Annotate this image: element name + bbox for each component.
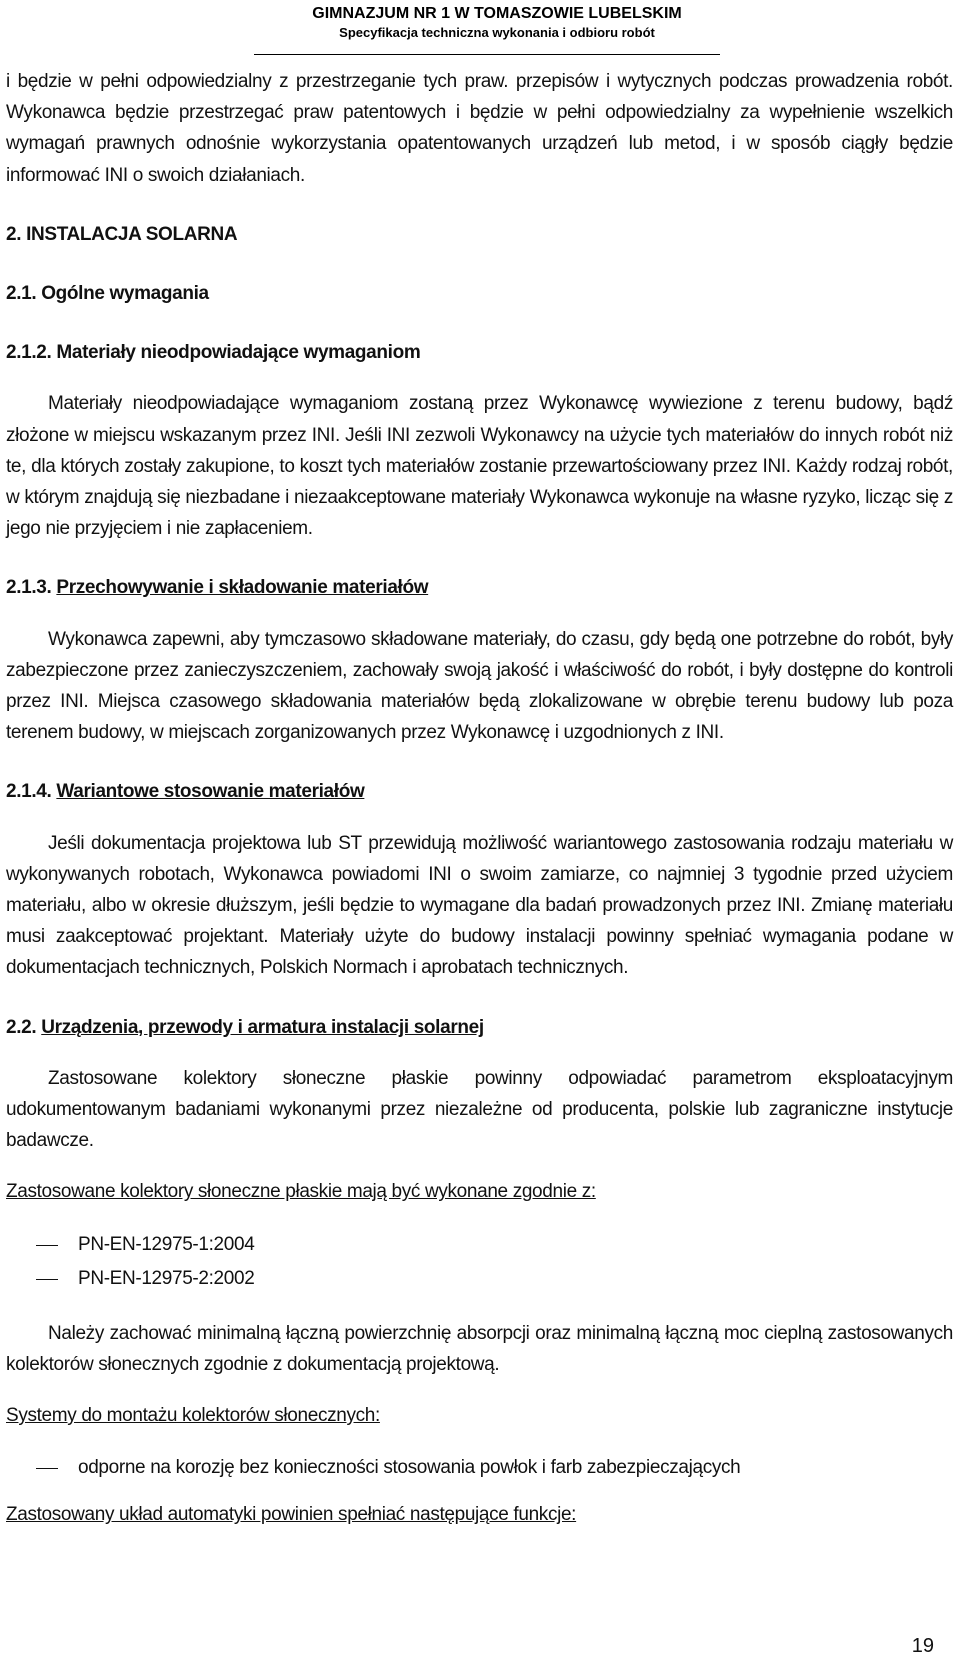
section-title: Wariantowe stosowanie materiałów xyxy=(56,781,365,803)
list-item: PN-EN-12975-2:2002 xyxy=(6,1262,953,1296)
section-2-1-2-body: Materiały nieodpowiadające wymaganiom zostaną przez Wykonawcę wywiezione z terenu budowy, bądź złożone w miejscu wskazanym przez INI. Jeśli INI zezwoli Wykonawcy na użycie tych materiałów do innych robót niż te, dla których zostały zakupione, to koszt tych materiałów zostanie przewartościowany przez INI. Każdy rodzaj robót, w którym znajdują się niezbadane i niezaakceptowane materiały Wykonawca wykonuje na własne ryzyko, licząc się z jego nie przyjęciem i nie zapłaceniem. xyxy=(6,393,953,540)
page-number: 19 xyxy=(911,1635,934,1657)
section-2-2-heading xyxy=(6,1012,953,1043)
section-2-1-heading: 2.1. Ogólne wymagania xyxy=(6,283,209,305)
section-number: 2.1.2. xyxy=(6,342,57,364)
list-item: PN-EN-12975-1:2004 xyxy=(6,1228,953,1262)
header-school-name: GIMNAZJUM NR 1 W TOMASZOWIE LUBELSKIM xyxy=(312,5,682,22)
section-2-heading: 2. INSTALACJA SOLARNA xyxy=(6,223,238,245)
section-number: 2.1.4. xyxy=(6,781,57,803)
section-2-1-2-heading xyxy=(6,337,953,368)
section-title: Urządzenia, przewody i armatura instalacji solarnej xyxy=(41,1016,484,1038)
header-rule xyxy=(254,54,720,55)
section-2-2-body: Zastosowane kolektory słoneczne płaskie powinny odpowiadać parametrom eksploatacyjnym udokumentowanym badaniami wykonanymi przez niezależne od producenta, polskie lub zagraniczne instytucje badawcze. xyxy=(6,1067,953,1152)
section-title: Przechowywanie i składowanie materiałów xyxy=(56,577,429,599)
section-title: Materiały nieodpowiadające wymaganiom xyxy=(56,342,421,364)
automation-label: Zastosowany układ automatyki powinien spełniać następujące funkcje: xyxy=(6,1504,577,1526)
collector-area-paragraph: Należy zachować minimalną łączną powierzchnię absorpcji oraz minimalną łączną moc cieplną zastosowanych kolektorów słonecznych zgodnie z dokumentacją projektową. xyxy=(6,1322,953,1375)
section-number: 2.1.3. xyxy=(6,577,57,599)
section-2-1-4-heading xyxy=(6,776,953,807)
document-body xyxy=(6,66,953,1551)
intro-paragraph: i będzie w pełni odpowiedzialny z przestrzeganie tych praw. przepisów i wytycznych podczas prowadzenia robót. Wykonawca będzie przestrzegać praw patentowych i będzie w pełni odpowiedzialny za wypełnienie wszelkich wymagań prawnych odnośnie wykorzystania opatentowanych urządzeń lub metod, i w sposób ciągły będzie informować INI o swoich działaniach. xyxy=(6,71,953,186)
page-header xyxy=(272,4,722,41)
section-number: 2.2. xyxy=(6,1016,42,1038)
mounting-systems-label: Systemy do montażu kolektorów słonecznych: xyxy=(6,1405,380,1427)
section-2-1-3-body: Wykonawca zapewni, aby tymczasowo składowane materiały, do czasu, gdy będą one potrzebne do robót, były zabezpieczone przez zanieczyszczeniem, zachowały swoją jakość i właściwość do robót, i były dostępne do kontroli przez INI. Miejsca czasowego składowania materiałów będą zlokalizowane w obrębie terenu budowy lub poza terenem budowy, w miejscach zorganizowanych przez Wykonawcę i uzgodnionych z INI. xyxy=(6,628,953,744)
section-2-1-4-body: Jeśli dokumentacja projektowa lub ST przewidują możliwość wariantowego zastosowania rodzaju materiału w wykonywanych robotach, Wykonawca powiadomi INI o swoim zamiarze, co najmniej 3 tygodnie przed użyciem materiału, albo w okresie dłuższym, jeśli będzie to wymagane dla badań prowadzonych przez INI. Zmianę materiału musi zaakceptować projektant. Materiały użyte do budowy instalacji powinny spełniać wymagania podane w dokumentacjach technicznych, Polskich Normach i aprobatach technicznych. xyxy=(6,832,953,979)
list-item: odporne na korozję bez konieczności stosowania powłok i farb zabezpieczających xyxy=(6,1451,953,1485)
mounting-systems-list xyxy=(6,1451,953,1485)
header-document-title: Specyfikacja techniczna wykonania i odbioru robót xyxy=(339,25,655,40)
norms-list xyxy=(6,1228,953,1296)
norms-label: Zastosowane kolektory słoneczne płaskie mają być wykonane zgodnie z: xyxy=(6,1181,596,1203)
section-2-1-3-heading xyxy=(6,572,953,603)
